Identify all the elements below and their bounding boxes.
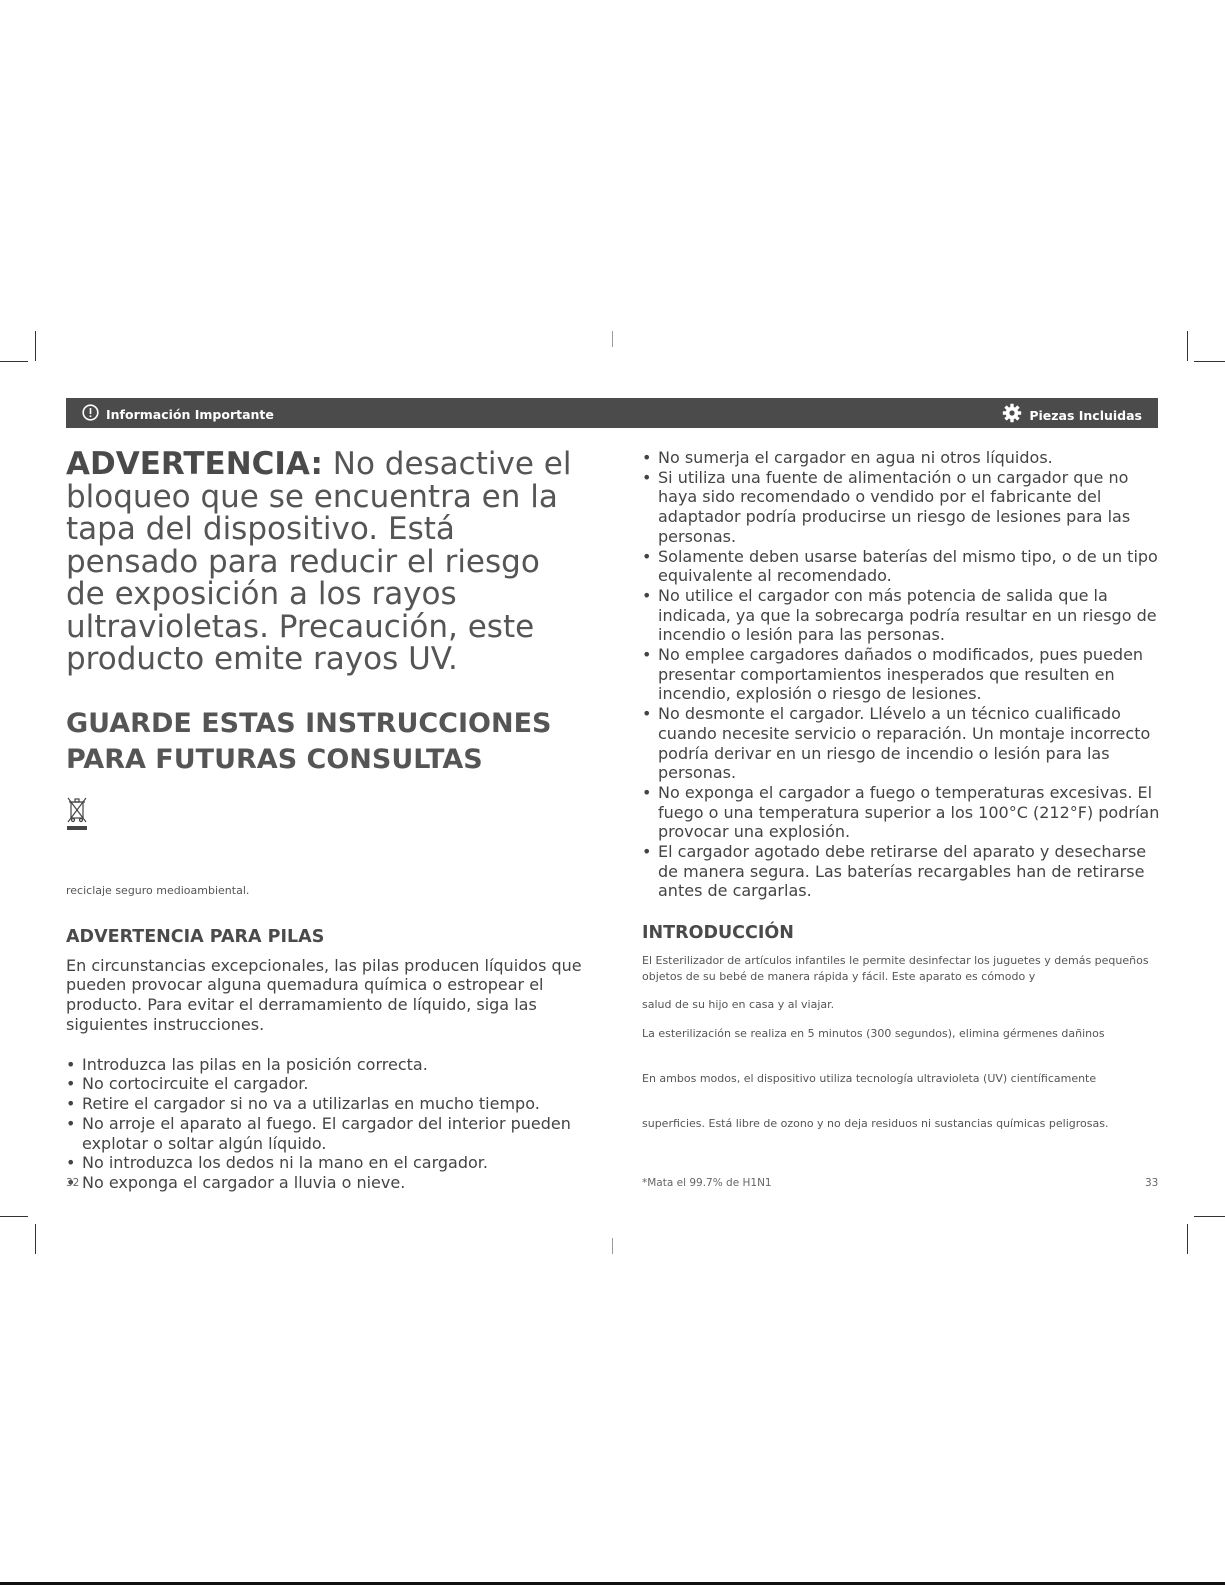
crop-mark xyxy=(0,361,28,362)
battery-intro: En circunstancias excepcionales, las pilas producen líquidos que pueden provocar alguna quemadura química o estropear el producto. Para evitar el derramamiento de líquido, siga las siguientes instrucciones. xyxy=(66,955,582,1034)
crop-mark xyxy=(612,331,613,347)
recycle-text: reciclaje seguro medioambiental. xyxy=(66,883,250,897)
right-column xyxy=(642,448,1162,1132)
footnote: *Mata el 99.7% de H1N1 xyxy=(642,1177,772,1189)
crop-mark xyxy=(1187,331,1188,361)
header-left xyxy=(82,404,274,425)
save-instructions-line-2: PARA FUTURAS CONSULTAS xyxy=(66,743,483,775)
intro-paragraph-5: superficies. Está libre de ozono y no deja residuos ni sustancias químicas peligrosas. xyxy=(642,1117,1109,1131)
crossed-out-wheelie-bin-icon xyxy=(66,796,586,836)
warning-keyword: ADVERTENCIA: xyxy=(66,446,323,482)
list-item: • No exponga el cargador a lluvia o nieve. xyxy=(66,1173,586,1193)
list-item: • El cargador agotado debe retirarse del aparato y desecharse de manera segura. Las baterías recargables han de retirarse antes de cargarlas. xyxy=(642,842,1162,901)
list-item: • No introduzca los dedos ni la mano en el cargador. xyxy=(66,1153,586,1173)
crop-mark xyxy=(35,331,36,361)
list-item: • No emplee cargadores dañados o modificados, pues pueden presentar comportamientos inesperados que resulten en incendio, explosión o riesgo de lesiones. xyxy=(642,645,1162,704)
intro-paragraph-4: En ambos modos, el dispositivo utiliza tecnología ultravioleta (UV) científicamente xyxy=(642,1072,1097,1086)
list-item: • Introduzca las pilas en la posición correcta. xyxy=(66,1055,586,1075)
crop-mark xyxy=(1194,1216,1225,1217)
charger-list xyxy=(642,448,1162,901)
intro-paragraph-3: La esterilización se realiza en 5 minutos (300 segundos), elimina gérmenes dañinos xyxy=(642,1027,1105,1041)
gear-icon xyxy=(1002,403,1022,427)
list-item: • Si utiliza una fuente de alimentación o un cargador que no haya sido recomendado o vendido por el fabricante del adaptador podría producirse un riesgo de lesiones para las personas. xyxy=(642,468,1162,547)
list-item: • No sumerja el cargador en agua ni otros líquidos. xyxy=(642,448,1162,468)
header-left-label: Información Importante xyxy=(106,407,274,422)
exclamation-circle-icon xyxy=(82,404,99,425)
crop-mark xyxy=(1194,361,1225,362)
uv-warning xyxy=(66,448,586,676)
list-item: • No exponga el cargador a fuego o temperaturas excesivas. El fuego o una temperatura superior a los 100°C (212°F) podrían provocar una explosión. xyxy=(642,783,1162,842)
header-right xyxy=(1002,403,1142,427)
page-number-left: 32 xyxy=(66,1177,80,1189)
battery-list xyxy=(66,1055,586,1193)
crop-mark xyxy=(612,1238,613,1254)
intro-paragraph-2: salud de su hijo en casa y al viajar. xyxy=(642,998,835,1012)
battery-warning-heading: ADVERTENCIA PARA PILAS xyxy=(66,926,325,947)
warning-text: No desactive el bloqueo que se encuentra en la tapa del dispositivo. Está pensado para reducir el riesgo de exposición a los rayos ultravioletas. Precaución, este producto emite rayos UV. xyxy=(66,446,572,677)
crop-mark xyxy=(1187,1224,1188,1254)
list-item: • No arroje el aparato al fuego. El cargador del interior pueden explotar o soltar algún líquido. xyxy=(66,1114,586,1153)
list-item: • No cortocircuite el cargador. xyxy=(66,1074,586,1094)
introduction-heading: INTRODUCCIÓN xyxy=(642,923,794,944)
save-instructions-line-1: GUARDE ESTAS INSTRUCCIONES xyxy=(66,707,552,739)
crop-mark xyxy=(0,1216,28,1217)
list-item: • Retire el cargador si no va a utilizarlas en mucho tiempo. xyxy=(66,1094,586,1114)
header-right-label: Piezas Incluidas xyxy=(1029,407,1142,423)
crop-mark xyxy=(35,1224,36,1254)
list-item: • No desmonte el cargador. Llévelo a un técnico cualificado cuando necesite servicio o reparación. Un montaje incorrecto podría derivar en un riesgo de incendio o lesión para las personas. xyxy=(642,704,1162,783)
left-column xyxy=(66,448,586,1193)
list-item: • No utilice el cargador con más potencia de salida que la indicada, ya que la sobrecarga podría resultar en un riesgo de incendio o lesión para las personas. xyxy=(642,586,1162,645)
header-bar xyxy=(66,398,1158,428)
page-number-right: 33 xyxy=(1145,1177,1159,1189)
intro-paragraph-1: El Esterilizador de artículos infantiles le permite desinfectar los juguetes y demás pequeños objetos de su bebé de manera rápida y fácil. Este aparato es cómodo y xyxy=(642,954,1149,984)
list-item: • Solamente deben usarse baterías del mismo tipo, o de un tipo equivalente al recomendado. xyxy=(642,547,1162,586)
save-instructions-heading xyxy=(66,706,586,778)
